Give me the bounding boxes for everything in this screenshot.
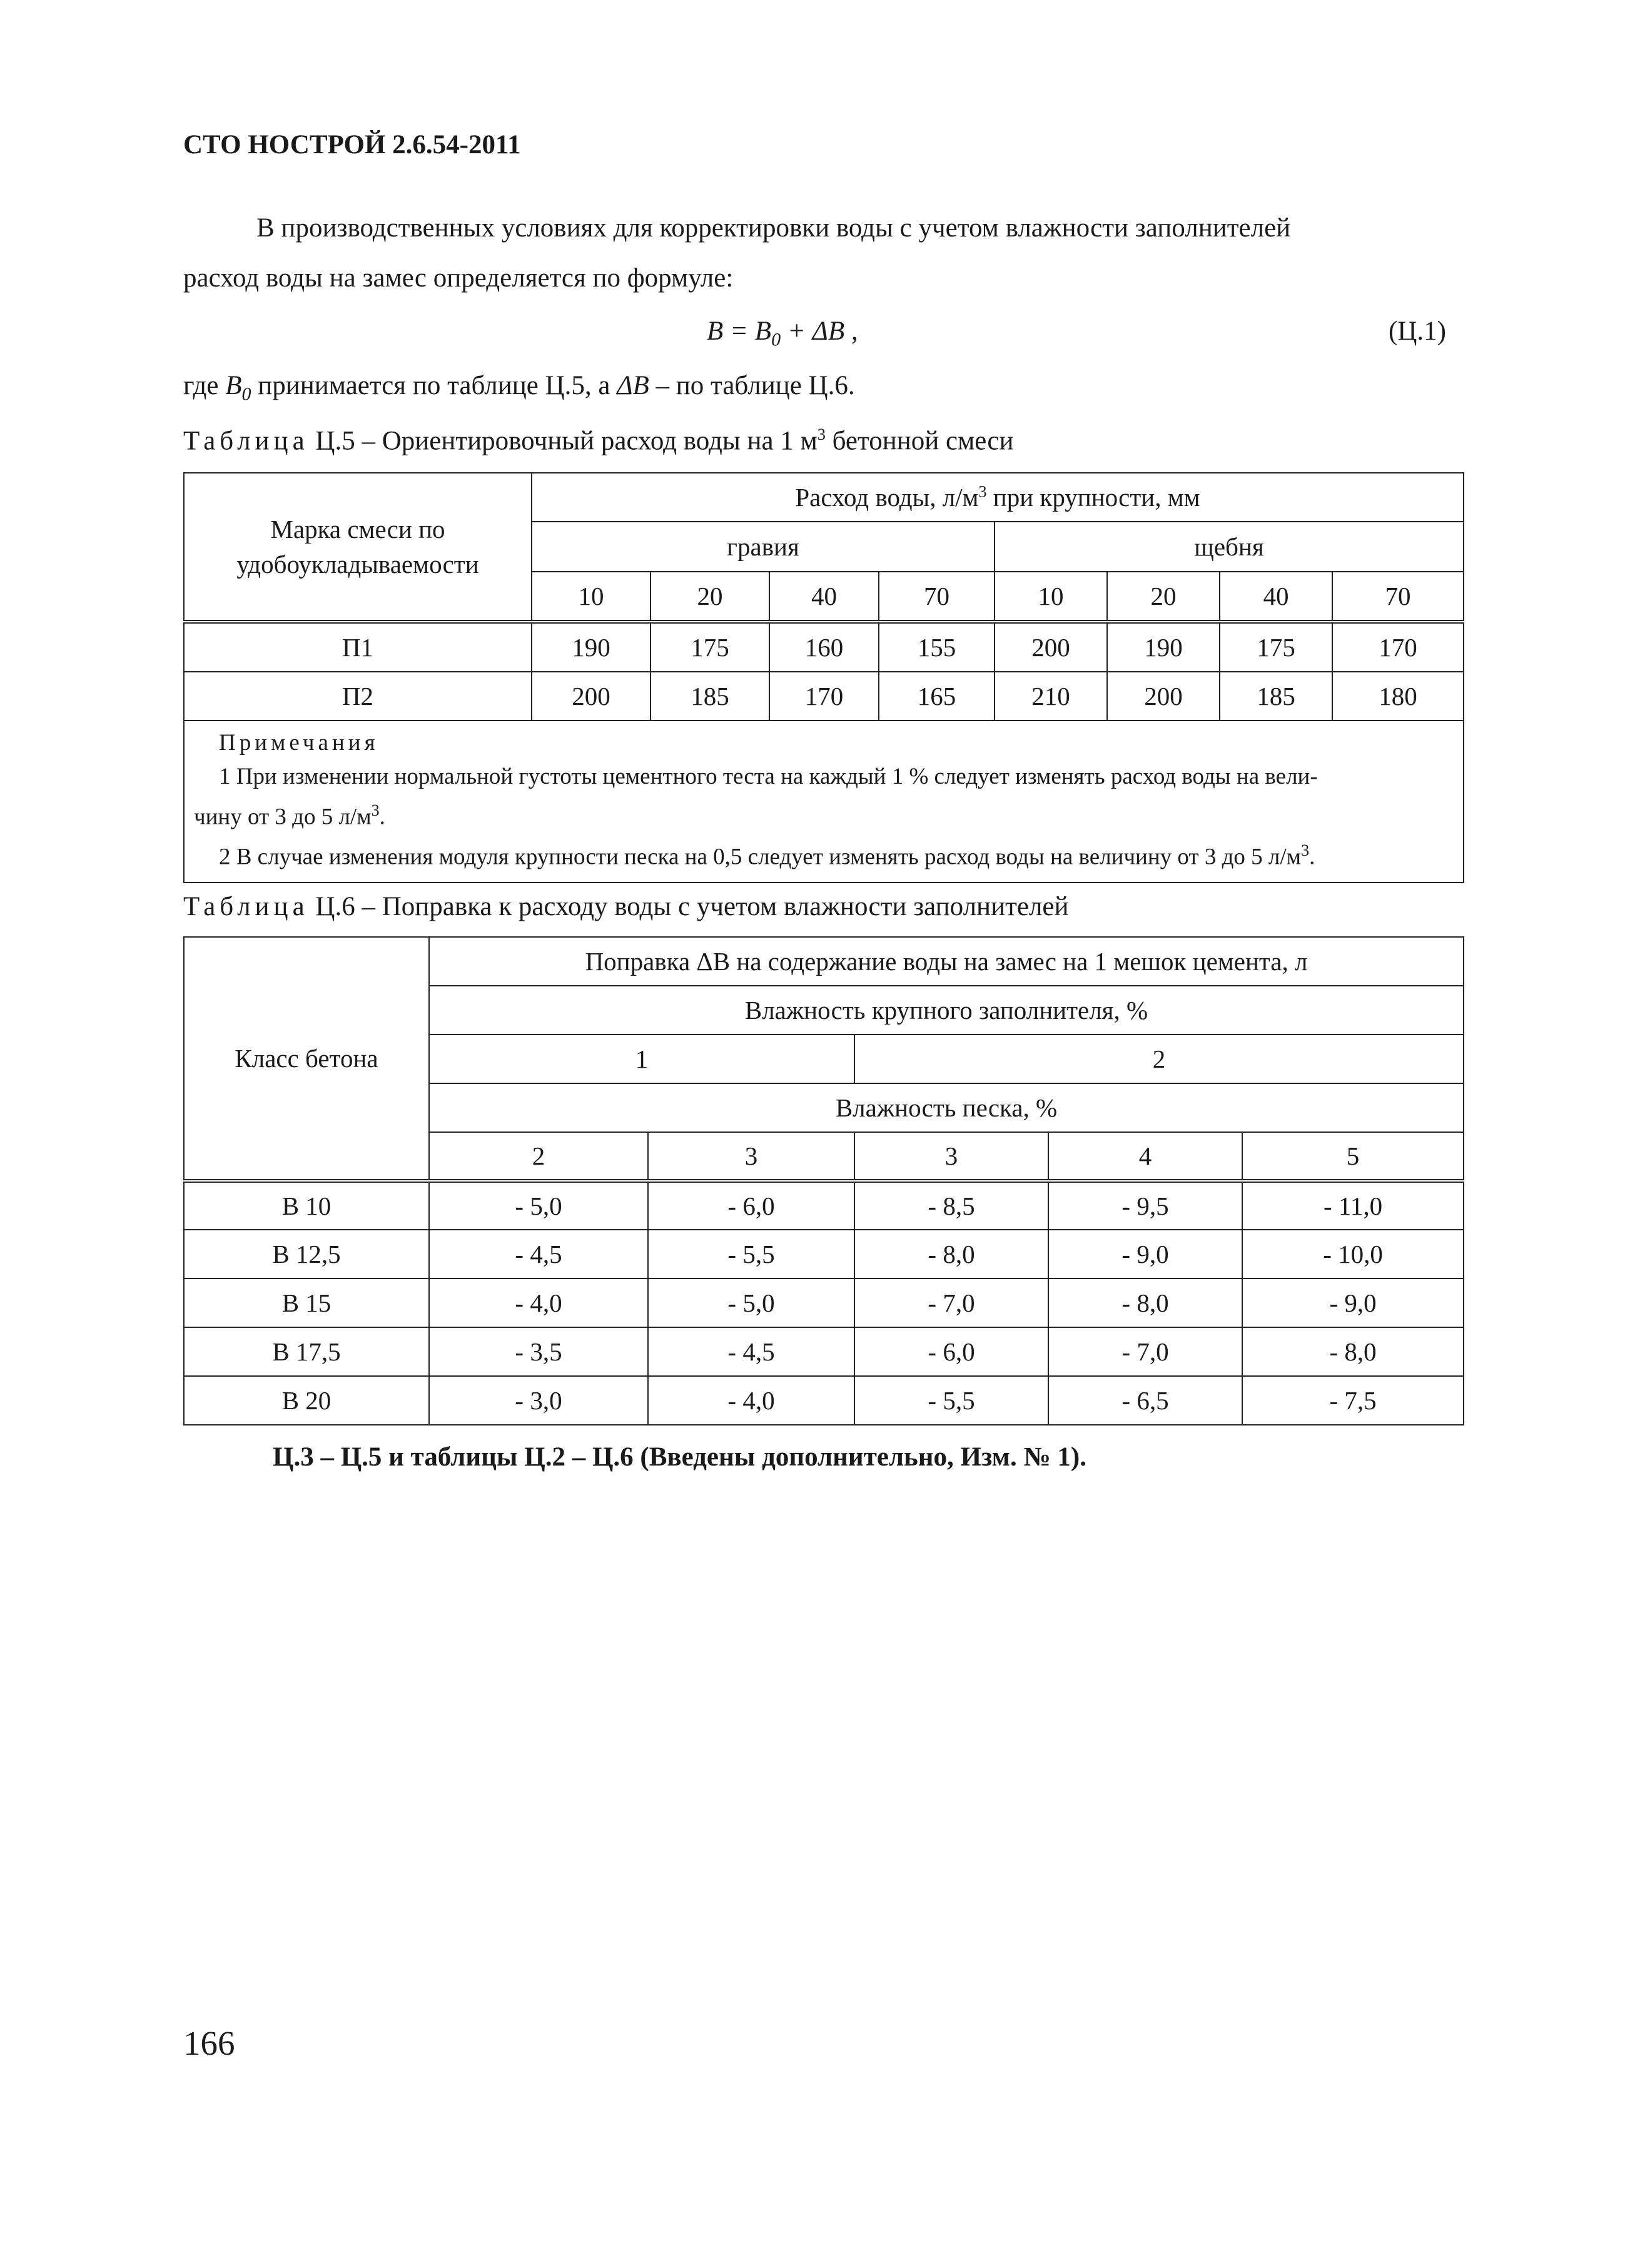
table5-caption-text: Ц.5 – Ориентировочный расход воды на 1 м — [315, 426, 818, 456]
table5-size: 70 — [1332, 572, 1464, 622]
cell: - 6,0 — [854, 1327, 1048, 1376]
table-row — [184, 1181, 1464, 1230]
cell: - 8,0 — [854, 1230, 1048, 1278]
table-row — [184, 672, 1464, 721]
note-1b: чину от 3 до 5 $л/м^3$. — [194, 801, 385, 830]
table5-size: 10 — [995, 572, 1107, 622]
cell: 210 — [995, 672, 1107, 721]
cell: 200 — [995, 622, 1107, 672]
cell: 185 — [651, 672, 769, 721]
cell: 175 — [1220, 622, 1332, 672]
table6-caption-text: Ц.6 – Поправка к расходу воды с учетом влажности заполнителей — [315, 892, 1069, 921]
table6 — [183, 936, 1464, 1425]
cell: 200 — [1107, 672, 1220, 721]
table5-caption — [183, 425, 1014, 456]
cell: - 10,0 — [1242, 1230, 1464, 1278]
table5-top-header: Расход воды, $л/м^3$ при крупности, мм — [532, 473, 1464, 522]
formula-rhs: + ΔB , — [787, 316, 858, 346]
note-1a: 1 При изменении нормальной густоты цементного теста на каждый 1 % следует изменять расход воды на вели- — [219, 764, 1318, 789]
cell: 160 — [769, 622, 879, 672]
cell: - 4,0 — [648, 1376, 854, 1425]
table5-notes — [184, 721, 1464, 883]
intro-line-2: расход воды на замес определяется по формуле: — [183, 263, 734, 293]
table6-caption-label: Таблица — [183, 892, 309, 921]
row-label: П1 — [184, 622, 532, 672]
table5-size: 70 — [879, 572, 995, 622]
table5-caption-sup: 3 — [817, 425, 826, 443]
cell: 175 — [651, 622, 769, 672]
table5-group-crushed: щебня — [995, 522, 1464, 572]
row-label: В 15 — [184, 1278, 429, 1327]
cell: 190 — [532, 622, 651, 672]
table-row — [184, 1376, 1464, 1425]
table6-header3: Влажность песка, % — [429, 1083, 1464, 1132]
table6-group1: 1 — [429, 1035, 854, 1083]
where-text2: – по таблице Ц.6. — [649, 371, 855, 400]
cell: - 8,0 — [1048, 1278, 1242, 1327]
table6-caption — [183, 891, 1069, 922]
table6-group2: 2 — [854, 1035, 1464, 1083]
table5-size: 20 — [1107, 572, 1220, 622]
table5-size: 20 — [651, 572, 769, 622]
cell: - 6,0 — [648, 1181, 854, 1230]
cell: 170 — [769, 672, 879, 721]
cell: - 5,5 — [648, 1230, 854, 1278]
cell: - 7,0 — [1048, 1327, 1242, 1376]
where-text1: принимается по таблице Ц.5, а — [251, 371, 617, 400]
cell: - 3,0 — [429, 1376, 648, 1425]
cell: - 9,5 — [1048, 1181, 1242, 1230]
cell: 170 — [1332, 622, 1464, 672]
table6-header1: Поправка ΔB на содержание воды на замес на 1 мешок цемента, л — [429, 937, 1464, 986]
cell: - 4,0 — [429, 1278, 648, 1327]
cell: - 8,0 — [1242, 1327, 1464, 1376]
formula-explanation — [183, 370, 855, 405]
row-label: В 17,5 — [184, 1327, 429, 1376]
where-b: B — [225, 371, 242, 400]
row-label: П2 — [184, 672, 532, 721]
table5-size: 40 — [769, 572, 879, 622]
table5-size: 10 — [532, 572, 651, 622]
cell: - 5,0 — [429, 1181, 648, 1230]
table5-group-gravel: гравия — [532, 522, 995, 572]
table-row — [184, 1230, 1464, 1278]
cell: - 7,5 — [1242, 1376, 1464, 1425]
cell: 200 — [532, 672, 651, 721]
where-sub: 0 — [241, 383, 251, 405]
cell: - 9,0 — [1048, 1230, 1242, 1278]
cell: - 5,5 — [854, 1376, 1048, 1425]
row-label: В 20 — [184, 1376, 429, 1425]
table6-sand: 3 — [648, 1132, 854, 1181]
where-db: ΔB — [617, 371, 649, 400]
table6-col0-header: Класс бетона — [184, 937, 429, 1181]
row-label: В 10 — [184, 1181, 429, 1230]
cell: - 6,5 — [1048, 1376, 1242, 1425]
cell: - 11,0 — [1242, 1181, 1464, 1230]
page-number: 166 — [183, 2024, 235, 2062]
table5-col0-header: Марка смеси по удобоукладываемости — [184, 473, 532, 622]
cell: - 4,5 — [648, 1327, 854, 1376]
table6-header2: Влажность крупного заполнителя, % — [429, 986, 1464, 1035]
cell: 180 — [1332, 672, 1464, 721]
cell: - 8,5 — [854, 1181, 1048, 1230]
cell: - 4,5 — [429, 1230, 648, 1278]
table6-sand: 2 — [429, 1132, 648, 1181]
formula-number: (Ц.1) — [1389, 316, 1446, 346]
cell: - 7,0 — [854, 1278, 1048, 1327]
cell: 185 — [1220, 672, 1332, 721]
formula-lhs: B = B — [707, 316, 772, 346]
intro-line-1: В производственных условиях для корректировки воды с учетом влажности заполнителей — [256, 213, 1291, 243]
cell: 190 — [1107, 622, 1220, 672]
formula — [707, 316, 858, 351]
table5-size: 40 — [1220, 572, 1332, 622]
cell: - 3,5 — [429, 1327, 648, 1376]
table6-sand: 3 — [854, 1132, 1048, 1181]
table6-sand: 5 — [1242, 1132, 1464, 1181]
document-header: СТО НОСТРОЙ 2.6.54-2011 — [183, 130, 521, 159]
table6-sand: 4 — [1048, 1132, 1242, 1181]
cell: 165 — [879, 672, 995, 721]
table-row — [184, 622, 1464, 672]
where-prefix: где — [183, 371, 226, 400]
table-row — [184, 1278, 1464, 1327]
note-2: 2 В случае изменения модуля крупности песка на 0,5 следует изменять расход воды на величину от 3 до 5 $л/м^3$. — [219, 841, 1315, 870]
table5-caption-end: бетонной смеси — [825, 426, 1014, 456]
notes-title: Примечания — [219, 730, 379, 756]
table-row — [184, 1327, 1464, 1376]
formula-sub: 0 — [771, 329, 781, 350]
table5 — [183, 472, 1464, 883]
table5-caption-label: Таблица — [183, 426, 309, 456]
cell: - 9,0 — [1242, 1278, 1464, 1327]
row-label: В 12,5 — [184, 1230, 429, 1278]
cell: - 5,0 — [648, 1278, 854, 1327]
cell: 155 — [879, 622, 995, 672]
amendment-note: Ц.3 – Ц.5 и таблицы Ц.2 – Ц.6 (Введены дополнительно, Изм. № 1). — [273, 1442, 1086, 1472]
